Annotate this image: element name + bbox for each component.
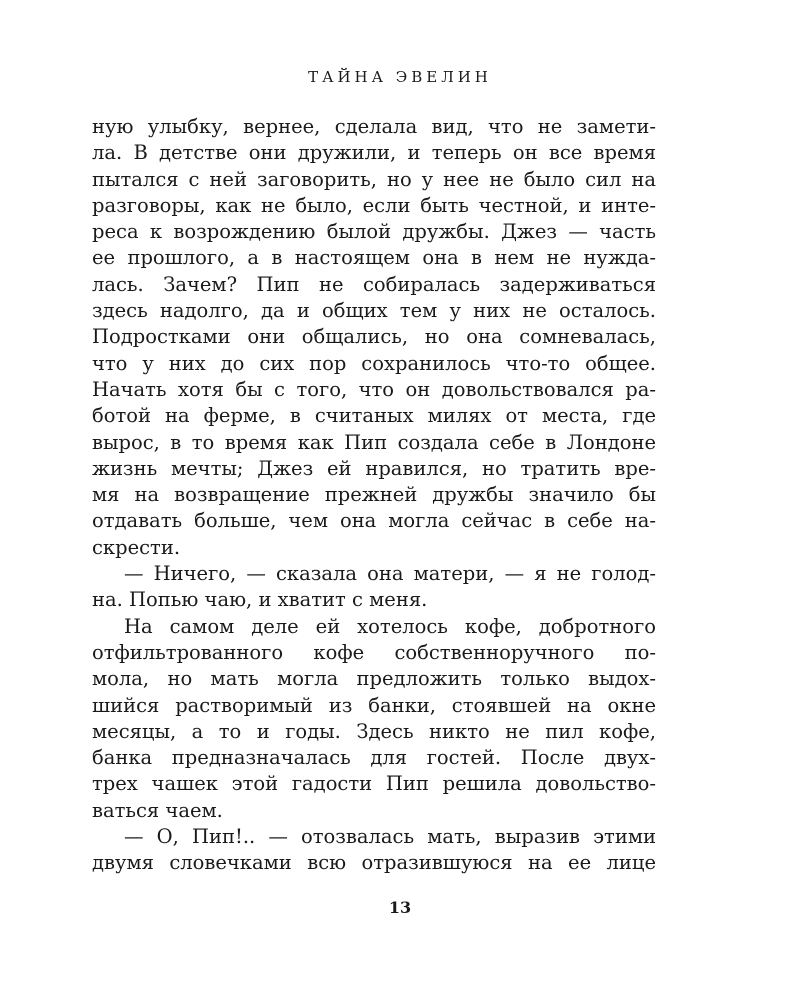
text-line: реса к возрождению былой дружбы. Джез — часть bbox=[92, 220, 656, 244]
text-line: пытался с ней заговорить, но у нее не было сил на bbox=[92, 167, 656, 191]
text-line: разговоры, как не было, если быть честной, и инте- bbox=[92, 193, 656, 217]
text-line: здесь надолго, да и общих тем у них не осталось. bbox=[92, 299, 656, 323]
text-line: Начать хотя бы с того, что он довольствовался ра- bbox=[92, 377, 656, 401]
text-line: Подростками они общались, но она сомневалась, bbox=[92, 325, 656, 349]
text-line: ваться чаем. bbox=[92, 798, 223, 822]
text-line: — Ничего, — сказала она матери, — я не голод- bbox=[124, 562, 656, 586]
text-line: на. Попью чаю, и хватит с меня. bbox=[92, 588, 428, 612]
text-line: — О, Пип!.. — отозвалась мать, выразив этими bbox=[124, 825, 656, 849]
text-line: что у них до сих пор сохранилось что-то общее. bbox=[92, 351, 656, 375]
text-line: отфильтрованного кофе собственноручного по- bbox=[92, 640, 656, 664]
page-number: 13 bbox=[388, 898, 412, 917]
text-line: банка предназначалась для гостей. После двух- bbox=[92, 746, 656, 770]
text-line: скрести. bbox=[92, 535, 181, 559]
text-line: шийся растворимый из банки, стоявшей на окне bbox=[92, 693, 656, 717]
text-line: вырос, в то время как Пип создала себе в Лондоне bbox=[92, 430, 656, 454]
text-line: ее прошлого, а в настоящем она в нем не нужда- bbox=[92, 246, 656, 270]
text-line: ботой на ферме, в считаных милях от места, где bbox=[92, 404, 656, 428]
text-line: отдавать больше, чем она могла сейчас в себе на- bbox=[92, 509, 656, 533]
text-line: месяцы, а то и годы. Здесь никто не пил кофе, bbox=[92, 719, 656, 743]
text-line: мя на возвращение прежней дружбы значило бы bbox=[92, 483, 656, 507]
text-line: мола, но мать могла предложить только выдох- bbox=[92, 667, 656, 691]
text-line: На самом деле ей хотелось кофе, добротного bbox=[124, 614, 656, 638]
text-line: двумя словечками всю отразившуюся на ее лице bbox=[92, 851, 656, 875]
text-line: ную улыбку, вернее, сделала вид, что не замети- bbox=[92, 115, 656, 138]
text-line: лась. Зачем? Пип не собиралась задерживаться bbox=[92, 272, 656, 296]
text-line: трех чашек этой гадости Пип решила довольство- bbox=[92, 772, 656, 796]
text-line: ла. В детстве они дружили, и теперь он все время bbox=[92, 141, 656, 165]
text-line: жизнь мечты; Джез ей нравился, но тратить вре- bbox=[92, 456, 656, 480]
body-text bbox=[92, 114, 656, 877]
running-head: ТАЙНА ЭВЕЛИН bbox=[308, 68, 492, 86]
